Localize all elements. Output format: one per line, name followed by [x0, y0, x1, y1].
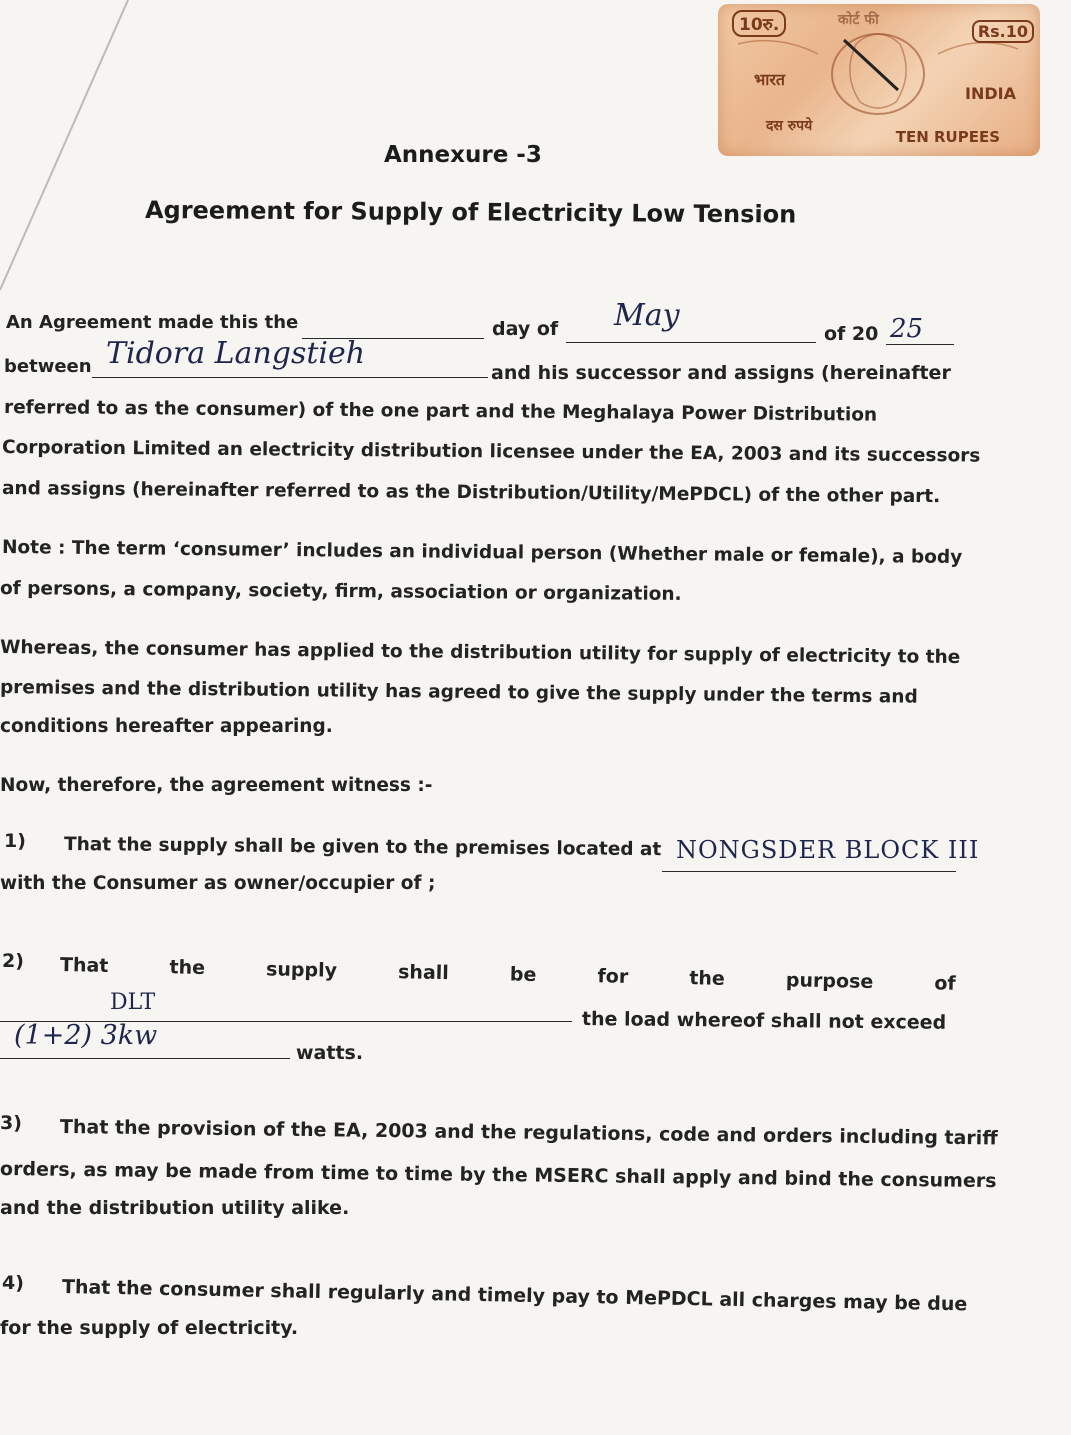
year-blank-line [886, 344, 954, 345]
stamp-country: INDIA [965, 84, 1016, 103]
clause-2-number: 2) [2, 950, 24, 972]
clause-4-line-2: for the supply of electricity. [0, 1317, 299, 1339]
consumer-name-line [92, 377, 488, 378]
preamble-line-4: Corporation Limited an electricity distribution licensee under the EA, 2003 and its successors [1, 437, 981, 467]
clause-2-line-3: watts. [296, 1042, 364, 1064]
handwritten-load: (1+2) 3kw [14, 1020, 158, 1051]
handwritten-year: 25 [890, 314, 924, 344]
clause-2-line-2: the load whereof shall not exceed [581, 1008, 947, 1034]
handwritten-consumer-name: Tidora Langstieh [106, 336, 366, 371]
clause-1-line-2: with the Consumer as owner/occupier of ; [0, 873, 436, 894]
clause-2-word: the [689, 967, 726, 990]
annexure-heading: Annexure -3 [384, 142, 542, 168]
preamble-line-5: and assigns (hereinafter referred to as the Distribution/Utility/MePDCL) of the other part. [1, 478, 941, 508]
stamp-value-right: Rs.10 [972, 20, 1034, 43]
premises-blank-line [662, 871, 956, 872]
agreement-title: Agreement for Supply of Electricity Low Tension [144, 196, 797, 229]
stamp-devanagari-bottom: दस रुपये [766, 118, 813, 134]
whereas-line-1: Whereas, the consumer has applied to the distribution utility for supply of electricity to the [0, 637, 961, 669]
clause-2-word: be [509, 963, 537, 986]
stamp-value-left: 10रु. [732, 10, 786, 37]
clause-2-word: That [59, 954, 109, 978]
clause-3-line-1: That the provision of the EA, 2003 and the regulations, code and orders including tariff [59, 1116, 998, 1150]
stamp-devanagari-top: कोर्ट फी [838, 12, 879, 28]
stamp-denomination: TEN RUPEES [895, 128, 1000, 146]
load-blank-line [0, 1058, 290, 1059]
handwritten-premises: NONGSDER BLOCK III [676, 836, 980, 864]
handwritten-month: May [614, 298, 680, 333]
stamp-bharat: भारत [754, 70, 786, 89]
witness-line: Now, therefore, the agreement witness :- [0, 775, 433, 796]
preamble-day-of: day of [492, 318, 559, 340]
clause-2-word: purpose [785, 969, 874, 994]
preamble-between: between [4, 356, 92, 377]
clause-1-number: 1) [4, 830, 26, 852]
month-blank-line [566, 342, 816, 343]
preamble-of-20: of 20 [824, 323, 879, 345]
whereas-line-2: premises and the distribution utility has agreed to give the supply under the terms and [0, 677, 918, 708]
clause-3-number: 3) [0, 1112, 22, 1134]
clause-1-line-1: That the supply shall be given to the premises located at [63, 834, 662, 861]
whereas-line-3: conditions hereafter appearing. [0, 716, 333, 737]
clause-3-line-3: and the distribution utility alike. [0, 1197, 350, 1219]
clause-2-word: for [597, 965, 629, 988]
clause-4-line-1: That the consumer shall regularly and timely pay to MePDCL all charges may be due [61, 1276, 968, 1316]
preamble-line-3: referred to as the consumer) of the one part and the Meghalaya Power Distribution [3, 397, 878, 426]
clause-2-word: shall [397, 961, 450, 985]
revenue-stamp [718, 4, 1040, 156]
note-line-2: of persons, a company, society, firm, association or organization. [0, 578, 682, 605]
preamble-made-this: An Agreement made this the [6, 312, 299, 333]
clause-2-word: the [169, 956, 206, 980]
clause-2-word: of [934, 972, 956, 995]
clause-4-number: 4) [2, 1272, 24, 1294]
preamble-successor: and his successor and assigns (hereinafter [491, 362, 951, 384]
handwritten-purpose: DLT [110, 990, 156, 1015]
note-line-1: Note : The term ‘consumer’ includes an individual person (Whether male or female), a body [1, 537, 963, 569]
clause-2-word: supply [265, 958, 338, 982]
clause-3-line-2: orders, as may be made from time to time by the MSERC shall apply and bind the consumers [0, 1158, 997, 1193]
